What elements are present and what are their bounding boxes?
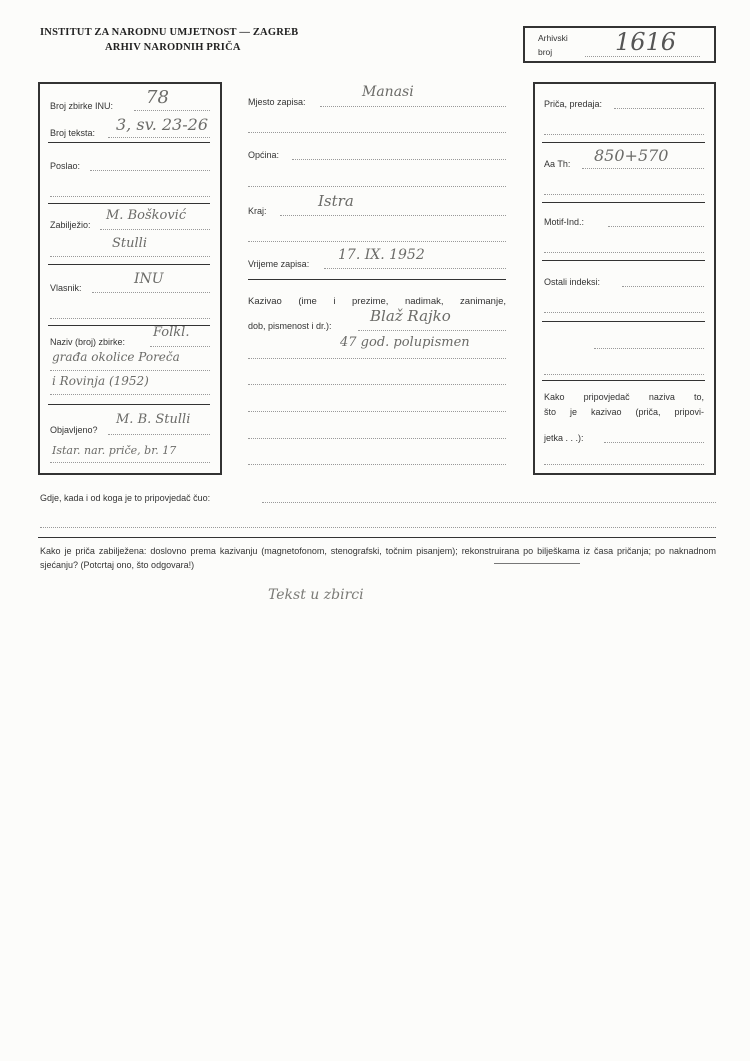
kraj-line-2 bbox=[248, 241, 506, 242]
archive-number-underline bbox=[585, 56, 700, 57]
motif-line-2 bbox=[544, 252, 704, 253]
kako-naziva-label-2: što je kazivao (priča, pripovi- bbox=[544, 407, 704, 417]
kazivao-line-5 bbox=[248, 438, 506, 439]
archive-number-label-1: Arhivski bbox=[538, 33, 568, 43]
zabiljezio-value-1: M. Bošković bbox=[106, 208, 187, 223]
left-divider-3 bbox=[48, 264, 210, 265]
kako-naziva-line-2 bbox=[544, 464, 704, 465]
bottom-divider bbox=[38, 537, 716, 538]
aa-th-line-1 bbox=[582, 168, 704, 169]
right-divider-2 bbox=[542, 202, 705, 203]
kazivao-value-1: Blaž Rajko bbox=[370, 307, 451, 325]
broj-zbirke-label: Broj zbirke INU: bbox=[50, 101, 114, 111]
mjesto-zapisa-value: Manasi bbox=[362, 84, 414, 100]
broj-teksta-line bbox=[108, 137, 210, 138]
kraj-value: Istra bbox=[318, 192, 354, 210]
middle-divider bbox=[248, 279, 506, 280]
poslao-line-1 bbox=[90, 170, 210, 171]
kazivao-line-2 bbox=[248, 358, 506, 359]
zabiljezio-value-2: Stulli bbox=[112, 236, 147, 251]
objavljeno-line-1 bbox=[108, 434, 210, 435]
right-divider-3 bbox=[542, 260, 705, 261]
opcina-line-1 bbox=[292, 159, 506, 160]
naziv-line-3 bbox=[50, 394, 210, 395]
mjesto-line-1 bbox=[320, 106, 506, 107]
gdje-kada-label: Gdje, kada i od koga je to pripovjedač čuo: bbox=[40, 493, 211, 503]
right-divider-1 bbox=[542, 142, 705, 143]
kraj-line-1 bbox=[280, 215, 506, 216]
objavljeno-value-1: M. B. Stulli bbox=[116, 412, 191, 427]
zabiljezio-label: Zabilježio: bbox=[50, 220, 91, 230]
objavljeno-value-2: Istar. nar. priče, br. 17 bbox=[52, 444, 177, 457]
kazivao-line-4 bbox=[248, 411, 506, 412]
objavljeno-line-2 bbox=[50, 462, 210, 463]
kako-zabiljezena-text: Kako je priča zabilježena: doslovno prema kazivanju (magnetofonom, stenografski, točnim pisanjem); rekonstruirana po bilješkama iz časa pričanja; po naknadnom sjećanju? (Potcrtaj ono, što odgovara!) bbox=[40, 546, 716, 570]
vrijeme-zapisa-label: Vrijeme zapisa: bbox=[248, 259, 310, 269]
ostali-line-4 bbox=[544, 374, 704, 375]
ostali-line-1 bbox=[622, 286, 704, 287]
kazivao-label-1: Kazivao (ime i prezime, nadimak, zanimanje, bbox=[248, 296, 506, 307]
kazivao-value-2: 47 god. polupismen bbox=[340, 335, 470, 350]
zabiljezio-line-1 bbox=[100, 229, 210, 230]
vrijeme-line bbox=[324, 268, 506, 269]
archive-title: ARHIV NARODNIH PRIČA bbox=[105, 42, 241, 53]
kraj-label: Kraj: bbox=[248, 206, 267, 216]
prica-line-1 bbox=[614, 108, 704, 109]
motif-ind-label: Motif-Ind.: bbox=[544, 217, 585, 227]
archive-number-label-2: broj bbox=[538, 47, 553, 57]
zabiljezio-line-2 bbox=[50, 256, 210, 257]
broj-teksta-label: Broj teksta: bbox=[50, 128, 96, 138]
right-divider-5 bbox=[542, 380, 705, 381]
archive-number-box bbox=[523, 26, 716, 63]
kako-naziva-line-1 bbox=[604, 442, 704, 443]
vlasnik-line-1 bbox=[92, 292, 210, 293]
prica-predaja-label: Priča, predaja: bbox=[544, 99, 603, 109]
broj-teksta-value: 3, sv. 23-26 bbox=[116, 115, 208, 134]
ostali-indeksi-label: Ostali indeksi: bbox=[544, 277, 601, 287]
vlasnik-line-2 bbox=[50, 318, 210, 319]
kazivao-line-3 bbox=[248, 384, 506, 385]
ostali-line-2 bbox=[544, 312, 704, 313]
naziv-zbirke-value-2: građa okolice Poreča bbox=[52, 350, 180, 364]
archive-number-value: 1616 bbox=[615, 28, 677, 56]
naziv-zbirke-value-3: i Rovinja (1952) bbox=[52, 374, 149, 388]
aa-th-label: Aa Th: bbox=[544, 159, 571, 169]
objavljeno-label: Objavljeno? bbox=[50, 425, 98, 435]
motif-line-1 bbox=[608, 226, 704, 227]
prica-line-2 bbox=[544, 134, 704, 135]
mjesto-line-2 bbox=[248, 132, 506, 133]
aa-th-line-2 bbox=[544, 194, 704, 195]
naziv-line-2 bbox=[50, 370, 210, 371]
vrijeme-zapisa-value: 17. IX. 1952 bbox=[338, 247, 425, 263]
poslao-line-2 bbox=[50, 196, 210, 197]
aa-th-value: 850+570 bbox=[594, 146, 669, 165]
kazivao-line-1 bbox=[358, 330, 506, 331]
left-divider-1 bbox=[48, 142, 210, 143]
broj-zbirke-value: 78 bbox=[146, 87, 169, 108]
vlasnik-label: Vlasnik: bbox=[50, 283, 82, 293]
gdje-line-1 bbox=[262, 502, 716, 503]
left-divider-5 bbox=[48, 404, 210, 405]
tekst-u-zbirci-note: Tekst u zbirci bbox=[268, 587, 364, 603]
vlasnik-value: INU bbox=[134, 271, 164, 287]
kazivao-line-6 bbox=[248, 464, 506, 465]
poslao-label: Poslao: bbox=[50, 161, 81, 171]
right-divider-4 bbox=[542, 321, 705, 322]
ostali-line-3 bbox=[594, 348, 704, 349]
kako-naziva-label-1: Kako pripovjedač naziva to, bbox=[544, 392, 704, 402]
naziv-line-1 bbox=[150, 346, 210, 347]
opcina-label: Općina: bbox=[248, 150, 280, 160]
naziv-zbirke-label: Naziv (broj) zbirke: bbox=[50, 337, 126, 347]
tocnim-pisanjem-underline bbox=[494, 563, 580, 564]
institute-title: INSTITUT ZA NARODNU UMJETNOST — ZAGREB bbox=[40, 27, 299, 38]
broj-zbirke-line bbox=[134, 110, 210, 111]
naziv-zbirke-value-1: Folkl. bbox=[153, 325, 190, 340]
kako-naziva-label-3: jetka . . .): bbox=[544, 433, 584, 443]
gdje-line-2 bbox=[40, 527, 716, 528]
left-divider-2 bbox=[48, 203, 210, 204]
mjesto-zapisa-label: Mjesto zapisa: bbox=[248, 97, 306, 107]
opcina-line-2 bbox=[248, 186, 506, 187]
kazivao-label-2: dob, pismenost i dr.): bbox=[248, 321, 332, 331]
